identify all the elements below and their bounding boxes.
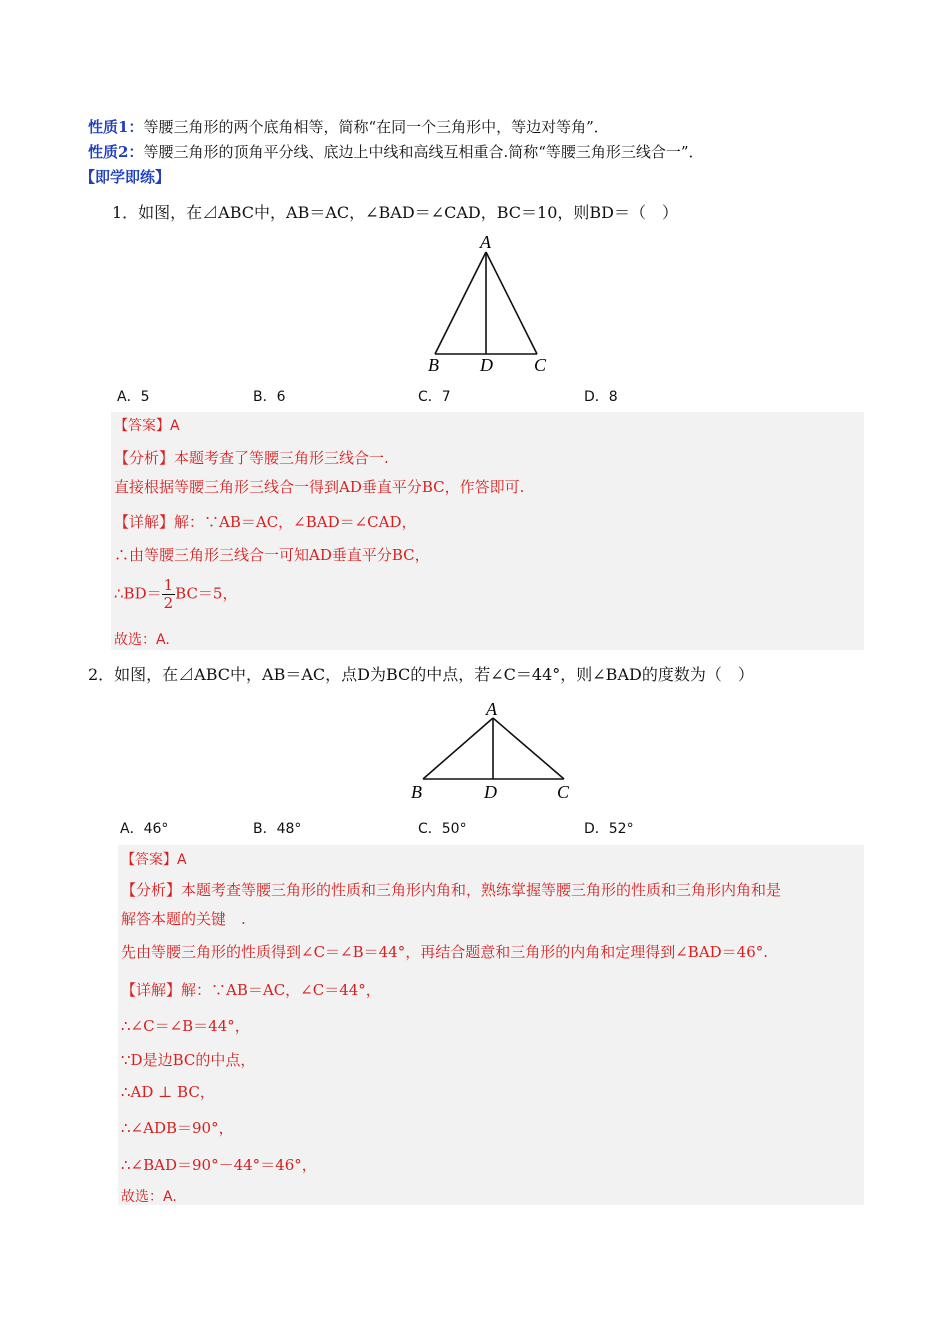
q1-fraction-numerator: 1 <box>163 576 174 594</box>
q1-analysis-1: 【分析】本题考查了等腰三角形三线合一. <box>114 449 389 467</box>
q1-detail-3-pre: ∴BD＝ <box>114 584 162 603</box>
q2-label-a: A <box>486 699 497 719</box>
q1-answer: 【答案】A <box>114 418 180 434</box>
q2-detail-3: ∵D是边BC的中点， <box>121 1051 256 1069</box>
q2-option-a[interactable]: A．46° <box>120 821 169 837</box>
section-title: 【即学即练】 <box>80 168 171 186</box>
q2-label-b: B <box>411 782 422 802</box>
property-1 <box>88 117 609 137</box>
q1-figure <box>420 232 560 377</box>
q1-option-c[interactable]: C．7 <box>418 389 451 405</box>
q1-option-d[interactable]: D．8 <box>584 389 618 405</box>
q1-stem: 1．如图，在⊿ABC中，AB＝AC，∠BAD＝∠CAD，BC＝10，则BD＝（ ） <box>112 203 678 222</box>
q1-option-a[interactable]: A．5 <box>117 389 150 405</box>
q1-label-c: C <box>534 355 547 375</box>
q2-analysis-2: 解答本题的关键 . <box>121 910 246 928</box>
q1-analysis-2: 直接根据等腰三角形三线合一得到AD垂直平分BC，作答即可. <box>114 478 525 496</box>
q2-side-ac <box>493 718 564 779</box>
q1-detail-3-post: BC＝5， <box>175 584 238 603</box>
q2-figure <box>405 698 585 804</box>
q1-label-a: A <box>480 232 491 252</box>
property-1-label: 性质1： <box>88 118 144 136</box>
property-2-label: 性质2： <box>88 143 144 161</box>
q2-detail-1: 【详解】解：∵AB＝AC，∠C＝44°， <box>121 981 381 999</box>
property-2-text: 等腰三角形的顶角平分线、底边上中线和高线互相重合.简称“等腰三角形三线合一”． <box>143 143 704 161</box>
q2-detail-5: ∴∠ADB＝90°， <box>121 1119 234 1137</box>
q2-detail-4: ∴AD ⊥ BC， <box>121 1083 215 1101</box>
q1-label-b: B <box>428 355 439 375</box>
q2-stem: 2．如图，在⊿ABC中，AB＝AC，点D为BC的中点，若∠C＝44°，则∠BAD的度数为（ ） <box>88 665 754 684</box>
q1-option-b[interactable]: B．6 <box>253 389 286 405</box>
q1-side-ab <box>435 252 486 354</box>
property-1-text: 等腰三角形的两个底角相等，简称“在同一个三角形中，等边对等角”． <box>143 118 609 136</box>
q2-label-c: C <box>557 782 570 802</box>
q1-label-d: D <box>480 355 493 375</box>
q1-detail-3 <box>114 577 237 612</box>
q2-side-ab <box>423 718 493 779</box>
q2-option-d[interactable]: D．52° <box>584 821 634 837</box>
q1-detail-2: ∴由等腰三角形三线合一可知AD垂直平分BC， <box>114 546 430 564</box>
q2-detail-6: ∴∠BAD＝90°－44°＝46°， <box>121 1156 317 1174</box>
q1-conclusion: 故选：A. <box>114 632 170 648</box>
q1-detail-1: 【详解】解：∵AB＝AC，∠BAD＝∠CAD， <box>114 513 417 531</box>
q2-detail-2: ∴∠C＝∠B＝44°， <box>121 1017 250 1035</box>
property-2 <box>88 142 704 162</box>
q2-conclusion: 故选：A. <box>121 1189 177 1205</box>
q2-answer: 【答案】A <box>121 852 187 868</box>
q1-fraction-denominator: 2 <box>163 594 174 612</box>
q2-option-c[interactable]: C．50° <box>418 821 467 837</box>
q2-option-b[interactable]: B．48° <box>253 821 302 837</box>
q2-label-d: D <box>484 782 497 802</box>
q2-analysis-3: 先由等腰三角形的性质得到∠C＝∠B＝44°，再结合题意和三角形的内角和定理得到∠BAD＝46°. <box>121 943 769 961</box>
q1-fraction <box>162 577 176 612</box>
q2-analysis-1: 【分析】本题考查等腰三角形的性质和三角形内角和，熟练掌握等腰三角形的性质和三角形内角和是 <box>121 881 782 899</box>
q1-side-ac <box>486 252 537 354</box>
